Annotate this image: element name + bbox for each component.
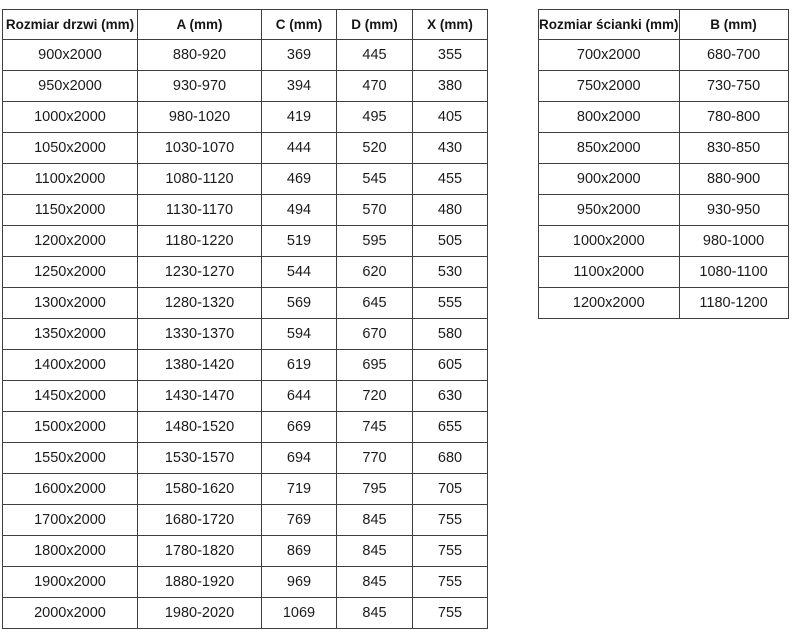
table-cell: 1000x2000: [539, 226, 680, 257]
table-row: [539, 164, 789, 195]
table-cell: 1230-1270: [138, 257, 262, 288]
table-cell: 730-750: [679, 71, 788, 102]
table-cell: 845: [337, 505, 413, 536]
table-cell: 705: [413, 474, 488, 505]
table-cell: 530: [413, 257, 488, 288]
table-cell: 830-850: [679, 133, 788, 164]
table-cell: 1800x2000: [3, 536, 138, 567]
table-cell: 700x2000: [539, 40, 680, 71]
table-cell: 580: [413, 319, 488, 350]
table-cell: 645: [337, 288, 413, 319]
table-row: [3, 443, 488, 474]
table-cell: 680: [413, 443, 488, 474]
table-cell: 1880-1920: [138, 567, 262, 598]
table-cell: 720: [337, 381, 413, 412]
header-row: [539, 10, 789, 40]
table-row: [3, 567, 488, 598]
table-cell: 1580-1620: [138, 474, 262, 505]
table-cell: 470: [337, 71, 413, 102]
table-row: [539, 257, 789, 288]
column-header: B (mm): [679, 10, 788, 40]
table-row: [3, 195, 488, 226]
table-row: [3, 288, 488, 319]
table-row: [3, 412, 488, 443]
column-header: A (mm): [138, 10, 262, 40]
table-cell: 1330-1370: [138, 319, 262, 350]
table-cell: 469: [262, 164, 337, 195]
table-cell: 1200x2000: [539, 288, 680, 319]
table-row: [539, 226, 789, 257]
table-cell: 445: [337, 40, 413, 71]
table-cell: 1100x2000: [3, 164, 138, 195]
table-row: [3, 102, 488, 133]
table-cell: 770: [337, 443, 413, 474]
column-header: C (mm): [262, 10, 337, 40]
table-row: [3, 319, 488, 350]
table-cell: 1080-1100: [679, 257, 788, 288]
table-cell: 570: [337, 195, 413, 226]
table-row: [3, 133, 488, 164]
table-cell: 619: [262, 350, 337, 381]
table-cell: 1400x2000: [3, 350, 138, 381]
table-cell: 695: [337, 350, 413, 381]
table-row: [539, 288, 789, 319]
table-cell: 845: [337, 567, 413, 598]
table-cell: 869: [262, 536, 337, 567]
table-row: [539, 195, 789, 226]
table-cell: 620: [337, 257, 413, 288]
table-cell: 405: [413, 102, 488, 133]
table-cell: 900x2000: [3, 40, 138, 71]
column-header: Rozmiar drzwi (mm): [3, 10, 138, 40]
table-cell: 769: [262, 505, 337, 536]
table-cell: 605: [413, 350, 488, 381]
table-cell: 880-900: [679, 164, 788, 195]
table-cell: 850x2000: [539, 133, 680, 164]
table-cell: 494: [262, 195, 337, 226]
table-cell: 630: [413, 381, 488, 412]
table-cell: 1500x2000: [3, 412, 138, 443]
table-cell: 755: [413, 598, 488, 629]
table-cell: 545: [337, 164, 413, 195]
table-cell: 980-1020: [138, 102, 262, 133]
table-cell: 694: [262, 443, 337, 474]
table-cell: 555: [413, 288, 488, 319]
table-cell: 1600x2000: [3, 474, 138, 505]
table-row: [3, 226, 488, 257]
column-header: X (mm): [413, 10, 488, 40]
table-cell: 969: [262, 567, 337, 598]
table-cell: 1050x2000: [3, 133, 138, 164]
table-cell: 1680-1720: [138, 505, 262, 536]
table-cell: 1180-1220: [138, 226, 262, 257]
table-cell: 569: [262, 288, 337, 319]
table-cell: 1069: [262, 598, 337, 629]
table-cell: 1900x2000: [3, 567, 138, 598]
table-cell: 1980-2020: [138, 598, 262, 629]
table-cell: 950x2000: [539, 195, 680, 226]
column-header: Rozmiar ścianki (mm): [539, 10, 680, 40]
table-cell: 480: [413, 195, 488, 226]
table-cell: 2000x2000: [3, 598, 138, 629]
table-cell: 1380-1420: [138, 350, 262, 381]
table-row: [3, 164, 488, 195]
table-cell: 1350x2000: [3, 319, 138, 350]
table-cell: 1030-1070: [138, 133, 262, 164]
table-cell: 1280-1320: [138, 288, 262, 319]
table-cell: 544: [262, 257, 337, 288]
table-cell: 1480-1520: [138, 412, 262, 443]
table-cell: 455: [413, 164, 488, 195]
table-row: [539, 71, 789, 102]
table-cell: 795: [337, 474, 413, 505]
table-cell: 880-920: [138, 40, 262, 71]
door-size-table: [2, 9, 488, 629]
table-cell: 800x2000: [539, 102, 680, 133]
table-cell: 669: [262, 412, 337, 443]
table-row: [539, 40, 789, 71]
table-row: [3, 505, 488, 536]
table-cell: 1200x2000: [3, 226, 138, 257]
table-cell: 594: [262, 319, 337, 350]
table-row: [3, 598, 488, 629]
table-cell: 1180-1200: [679, 288, 788, 319]
table-cell: 1000x2000: [3, 102, 138, 133]
table-cell: 655: [413, 412, 488, 443]
table-cell: 930-950: [679, 195, 788, 226]
table-cell: 1430-1470: [138, 381, 262, 412]
table-row: [3, 40, 488, 71]
table-cell: 745: [337, 412, 413, 443]
table-cell: 719: [262, 474, 337, 505]
table-cell: 419: [262, 102, 337, 133]
table-cell: 595: [337, 226, 413, 257]
table-cell: 355: [413, 40, 488, 71]
table-cell: 950x2000: [3, 71, 138, 102]
table-cell: 1450x2000: [3, 381, 138, 412]
table-cell: 520: [337, 133, 413, 164]
table-cell: 780-800: [679, 102, 788, 133]
table-cell: 380: [413, 71, 488, 102]
table-cell: 900x2000: [539, 164, 680, 195]
table-cell: 845: [337, 536, 413, 567]
table-row: [539, 133, 789, 164]
table-cell: 750x2000: [539, 71, 680, 102]
table-cell: 394: [262, 71, 337, 102]
table-cell: 1130-1170: [138, 195, 262, 226]
table-cell: 755: [413, 536, 488, 567]
table-cell: 1250x2000: [3, 257, 138, 288]
table-cell: 755: [413, 505, 488, 536]
header-row: [3, 10, 488, 40]
table-cell: 1100x2000: [539, 257, 680, 288]
table-cell: 430: [413, 133, 488, 164]
table-cell: 845: [337, 598, 413, 629]
column-header: D (mm): [337, 10, 413, 40]
table-cell: 1550x2000: [3, 443, 138, 474]
table-row: [3, 350, 488, 381]
table-cell: 930-970: [138, 71, 262, 102]
table-cell: 670: [337, 319, 413, 350]
table-row: [3, 536, 488, 567]
table-cell: 1700x2000: [3, 505, 138, 536]
table-cell: 680-700: [679, 40, 788, 71]
table-row: [3, 71, 488, 102]
table-cell: 505: [413, 226, 488, 257]
table-cell: 369: [262, 40, 337, 71]
table-row: [3, 474, 488, 505]
table-row: [3, 257, 488, 288]
table-row: [539, 102, 789, 133]
table-cell: 1530-1570: [138, 443, 262, 474]
table-cell: 519: [262, 226, 337, 257]
table-cell: 980-1000: [679, 226, 788, 257]
table-cell: 644: [262, 381, 337, 412]
wall-size-table: [538, 9, 789, 319]
table-row: [3, 381, 488, 412]
table-cell: 495: [337, 102, 413, 133]
table-cell: 1780-1820: [138, 536, 262, 567]
table-cell: 1150x2000: [3, 195, 138, 226]
table-cell: 444: [262, 133, 337, 164]
table-cell: 755: [413, 567, 488, 598]
table-cell: 1080-1120: [138, 164, 262, 195]
table-cell: 1300x2000: [3, 288, 138, 319]
